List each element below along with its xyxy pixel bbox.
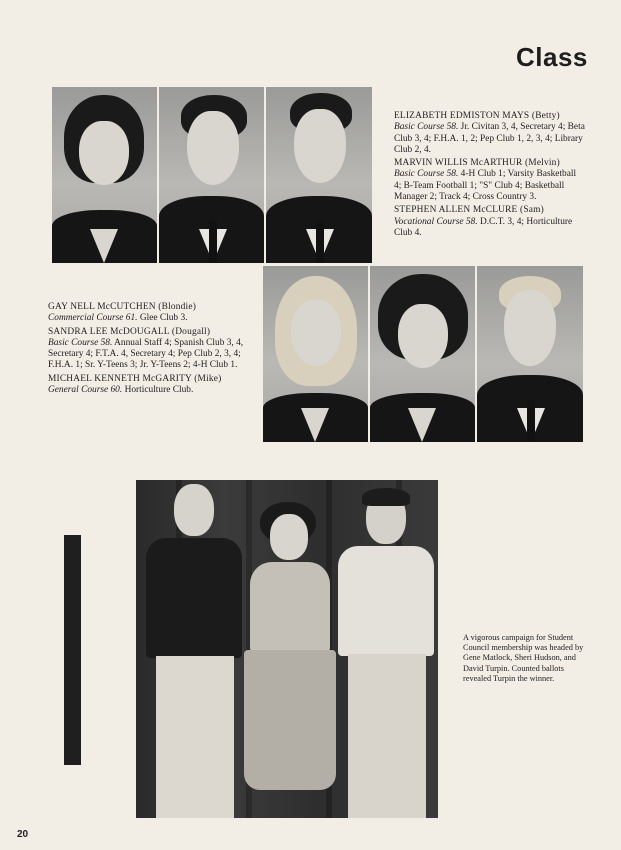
figure-gene-matlock	[142, 484, 246, 818]
activities: D.C.T. 3, 4; Horticulture Club 4.	[394, 216, 573, 238]
course: General Course 60.	[48, 385, 123, 396]
student-name: STEPHEN ALLEN McCLURE (Sam)	[394, 205, 544, 216]
portrait-gay-mccutchen	[263, 266, 368, 442]
activities: Annual Staff 4; Spanish Club 3, 4, Secretary 4; F.T.A. 4, Secretary 4; Pep Club 2, 3, 4; F.H.A. 1; Sr. Y-Teens 3; Jr. Y-Teens 2; 4-H Club 1.	[48, 337, 244, 371]
top-bios	[394, 111, 585, 241]
activities: Horticulture Club.	[122, 385, 194, 396]
course: Basic Course 58.	[48, 337, 113, 348]
group-photo-student-council	[136, 480, 438, 818]
middle-bios	[48, 302, 254, 398]
bio-stephen-mcclure	[394, 205, 585, 239]
student-name: GAY NELL McCUTCHEN (Blondie)	[48, 302, 197, 312]
activities: 4-H Club 1; Varsity Basketball 4; B-Team Football 1; "S" Club 4; Basketball Manager 2; Track 4; Cross Country 3.	[394, 169, 577, 203]
student-name: MICHAEL KENNETH McGARITY (Mike)	[48, 373, 222, 384]
page-number: 20	[17, 829, 29, 840]
bio-marvin-mcarthur	[394, 158, 585, 203]
course: Basic Course 58.	[394, 169, 459, 180]
decorative-bar	[64, 535, 81, 765]
portrait-michael-mcgarity	[477, 266, 583, 442]
bio-michael-mcgarity	[48, 374, 254, 397]
figure-sheri-hudson	[240, 502, 340, 818]
bio-sandra-mcdougall	[48, 327, 254, 372]
student-name: MARVIN WILLIS McARTHUR (Melvin)	[394, 158, 560, 169]
student-name: SANDRA LEE McDOUGALL (Dougall)	[48, 326, 211, 337]
portrait-sandra-mcdougall	[370, 266, 475, 442]
activities: Glee Club 3.	[137, 313, 188, 324]
bio-elizabeth-mays	[394, 111, 585, 156]
course: Commercial Course 61.	[48, 313, 138, 324]
course: Vocational Course 58.	[394, 216, 478, 227]
bio-gay-mccutchen	[48, 302, 254, 325]
portrait-stephen-mcclure	[266, 87, 372, 263]
portrait-marvin-mcarthur	[159, 87, 264, 263]
activities: Jr. Civitan 3, 4, Secretary 4; Beta Club 3, 4; F.H.A. 1, 2; Pep Club 1, 2, 3, 4; Library Club 2, 4.	[394, 122, 585, 155]
course: Basic Course 58.	[394, 122, 459, 133]
figure-david-turpin	[334, 488, 438, 818]
photo-caption: A vigorous campaign for Student Council membership was headed by Gene Matlock, Sheri Hudson, and David Turpin. Counted ballots revealed Turpin the winner.	[463, 633, 584, 683]
student-name: ELIZABETH EDMISTON MAYS (Betty)	[394, 111, 560, 121]
page-title: Class	[516, 42, 588, 72]
portrait-elizabeth-mays	[52, 87, 157, 263]
